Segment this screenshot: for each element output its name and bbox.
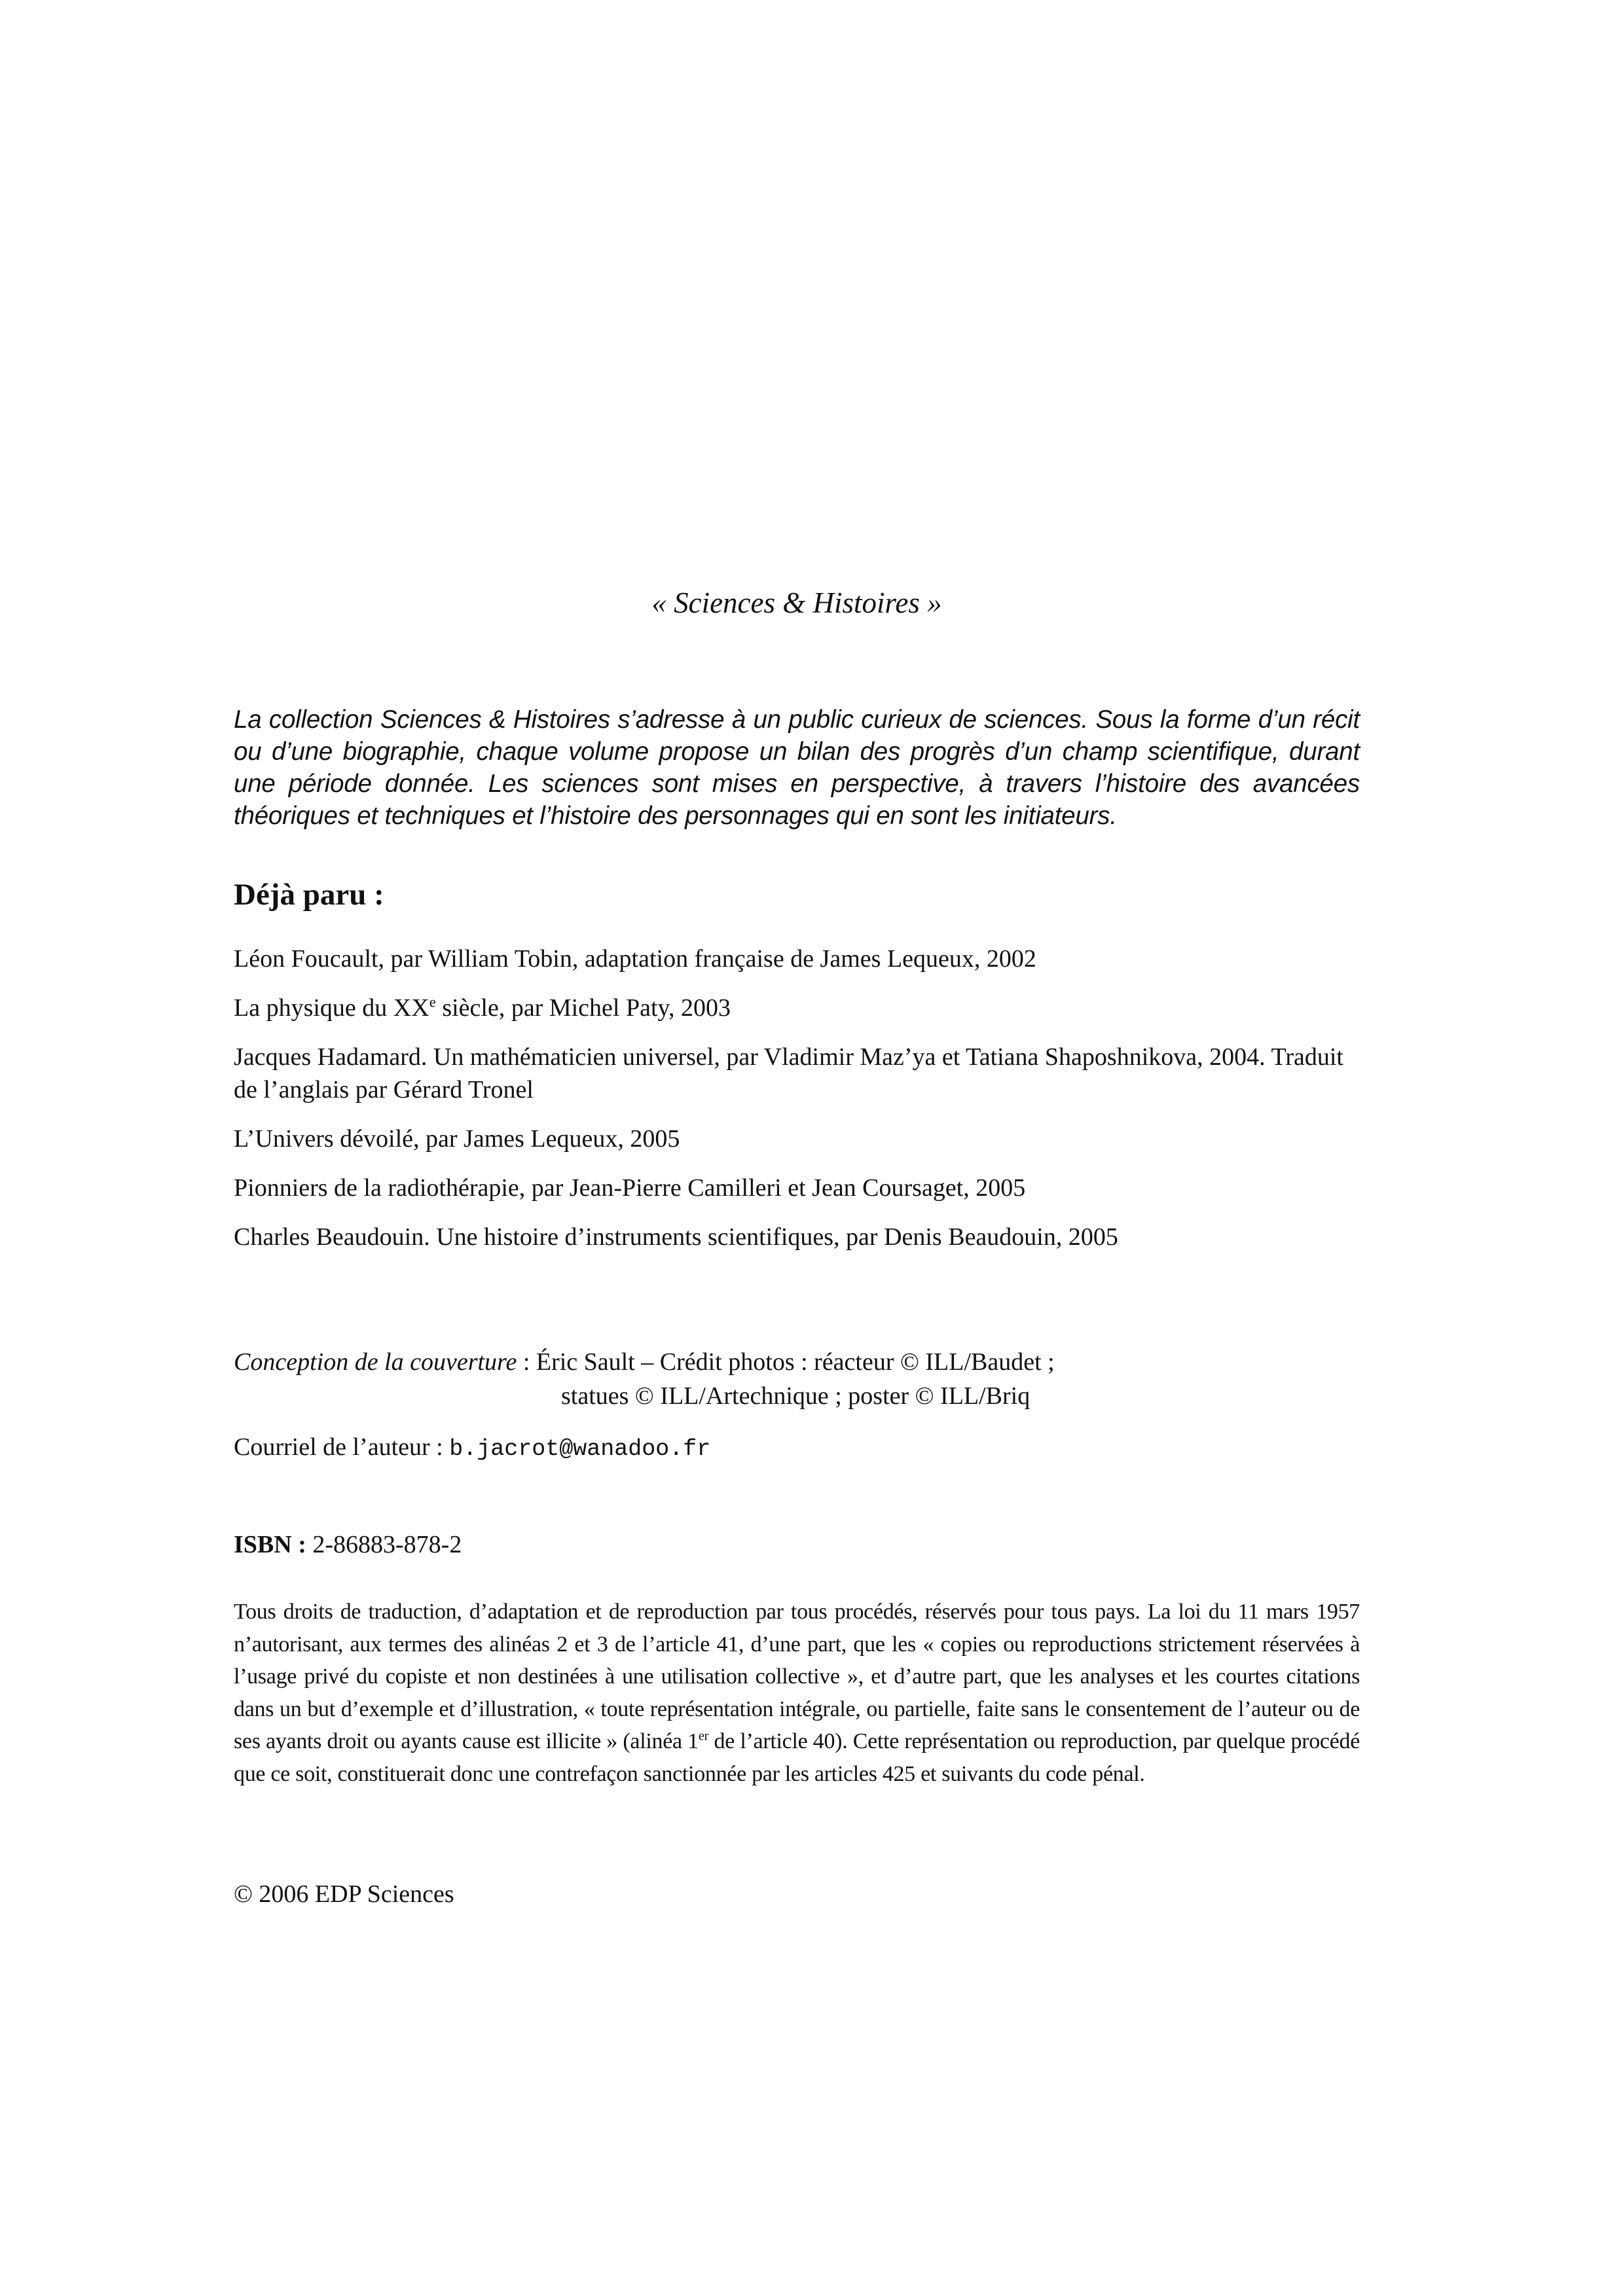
cover-credits-line: statues © ILL/Artechnique ; poster © ILL/Briq (561, 1382, 1030, 1410)
author-email-label: Courriel de l’auteur : (234, 1433, 450, 1461)
rights-text: Tous droits de traduction, d’adaptation et de reproduction par tous procédés, réservés pour tous pays. La loi du 11 mars 1957 n’autorisant, aux termes des alinéas 2 et 3 de l’article 41, d’une part, que les « copies ou reproductions strictement réservées à l’usage privé du copiste et non destinées à une utilisation collective », et d’autre part, que les analyses et les courtes citations dans un but d’exemple et d’illustration, « toute représentation intégrale, ou partielle, faite sans le consentement de l’auteur ou de ses ayants droit ou ayants cause est illicite » (alinéa 1 (234, 1600, 1360, 1753)
book-title-part: La physique du XX (234, 994, 429, 1022)
list-item: Charles Beaudouin. Une histoire d’instruments scientifiques, par Denis Beaudouin, 2005 (234, 1223, 1118, 1251)
cover-credits-label: Conception de la couverture (234, 1348, 517, 1376)
isbn-value: 2-86883-878-2 (306, 1531, 462, 1558)
list-item: Léon Foucault, par William Tobin, adaptation française de James Lequeux, 2002 (234, 945, 1036, 973)
cover-credits-text: : Éric Sault – Crédit photos : réacteur © ILL/Baudet ; (517, 1348, 1055, 1376)
superscript: e (429, 994, 436, 1011)
author-email-line (234, 1430, 710, 1466)
isbn-label: ISBN : (234, 1531, 306, 1558)
list-item: L’Univers dévoilé, par James Lequeux, 2005 (234, 1125, 680, 1153)
list-item: Pionniers de la radiothérapie, par Jean-Pierre Camilleri et Jean Coursaget, 2005 (234, 1174, 1026, 1202)
rights-notice (234, 1596, 1360, 1790)
cover-credits-line (234, 1345, 1360, 1379)
already-published-heading: Déjà paru : (234, 878, 384, 912)
cover-credits (234, 1345, 1360, 1413)
book-title-part: siècle, par Michel Paty, 2003 (435, 994, 731, 1022)
list-item: Jacques Hadamard. Un mathématicien universel, par Vladimir Maz’ya et Tatiana Shaposhnikova, 2004. Traduit de l’anglais par Gérard Tronel (234, 1043, 1343, 1103)
isbn-line (234, 1530, 462, 1559)
author-email-address: b.jacrot@wanadoo.fr (449, 1436, 711, 1462)
published-books-list (234, 942, 1360, 1270)
collection-title: « Sciences & Histoires » (651, 586, 942, 619)
book-copyright-page (234, 0, 1360, 2296)
rights-text: de l’article 40). Cette représentation ou reproduction, par quelque procédé que ce soit, constituerait donc une contrefaçon sanctionnée par les articles 425 et suivants du code pénal. (234, 1729, 1360, 1786)
superscript: er (698, 1729, 709, 1744)
list-item (234, 992, 1360, 1024)
copyright-line: © 2006 EDP Sciences (234, 1880, 454, 1908)
collection-description: La collection Sciences & Histoires s’adresse à un public curieux de sciences. Sous la forme d’un récit ou d’une biographie, chaque volume propose un bilan des progrès d’un champ scientifique, durant une période donnée. Les sciences sont mises en perspective, à travers l’histoire des avancées théoriques et techniques et l’histoire des personnages qui en sont les initiateurs. (234, 706, 1360, 830)
